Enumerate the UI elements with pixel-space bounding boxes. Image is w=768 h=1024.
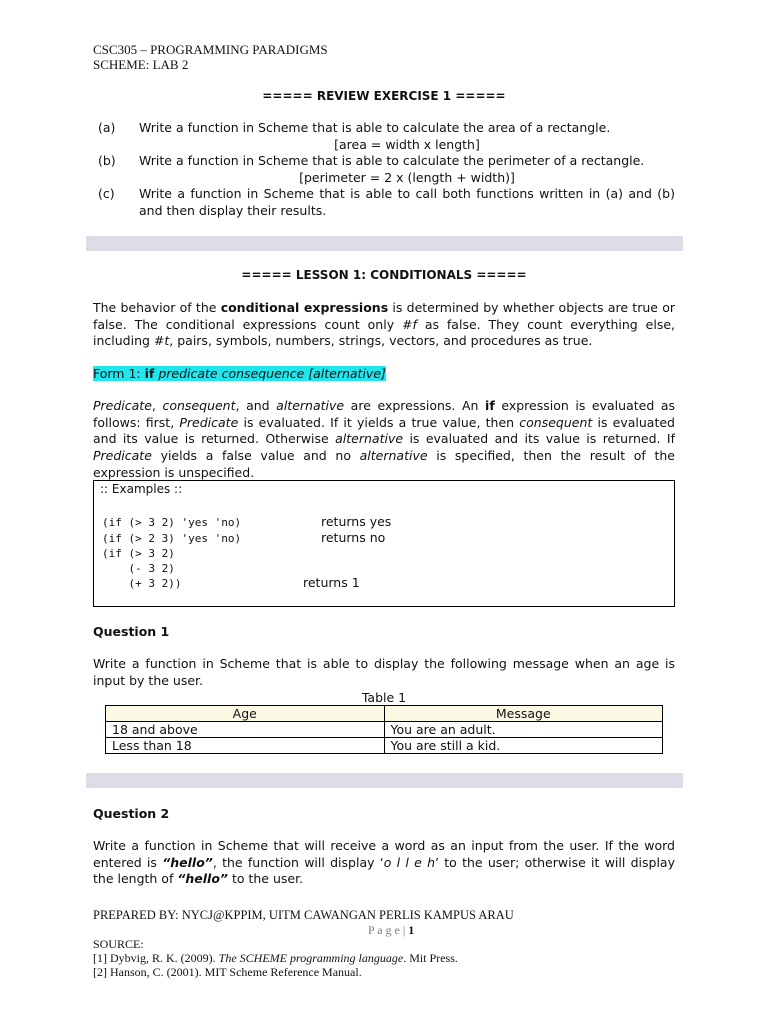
page-number: P a g e | 1	[368, 923, 415, 937]
examples-label: :: Examples ::	[100, 482, 183, 496]
item-b-label: (b)	[98, 153, 116, 168]
if-description: Predicate, consequent, and alternative are expressions. An if expression is evaluated as follows: first, Predicate is evaluated. If it yields a true value, then consequent is evaluated and its value is returned. Otherwise alternative is evaluated and its value is returned. If Predicate yields a false value and no alternative is specified, then the result of the expression is unspecified.	[93, 398, 676, 480]
item-c-label: (c)	[98, 186, 115, 201]
table-caption: Table 1	[361, 690, 407, 705]
prepared-by: PREPARED BY: NYCJ@KPPIM, UITM CAWANGAN PERLIS KAMPUS ARAU	[93, 908, 514, 922]
code-line-1: (if (> 3 2) 'yes 'no)	[102, 516, 242, 529]
reference-1: [1] Dybvig, R. K. (2009). The SCHEME programming language. Mit Press.	[93, 951, 458, 965]
item-b-text: Write a function in Scheme that is able to calculate the perimeter of a rectangle.	[139, 153, 645, 168]
section-divider	[86, 236, 683, 251]
table-row	[106, 738, 663, 754]
cell-message: You are an adult.	[384, 722, 663, 738]
item-c-text: Write a function in Scheme that is able to call both functions written in (a) and (b) and then display their results.	[139, 186, 675, 218]
lab-title: SCHEME: LAB 2	[93, 57, 189, 72]
item-b-formula: [perimeter = 2 x (length + width)]	[299, 170, 515, 185]
item-a-label: (a)	[98, 120, 116, 135]
return-1: returns yes	[321, 514, 392, 529]
table-row	[106, 722, 663, 738]
source-label: SOURCE:	[93, 937, 144, 951]
code-line-4: (- 3 2)	[102, 562, 175, 575]
header-message: Message	[384, 706, 663, 722]
course-title: CSC305 – PROGRAMMING PARADIGMS	[93, 42, 328, 57]
return-2: returns no	[321, 530, 386, 545]
lesson-title: ===== LESSON 1: CONDITIONALS =====	[241, 268, 527, 282]
question-1-text: Write a function in Scheme that is able to display the following message when an age is input by the user.	[93, 656, 675, 688]
reference-2: [2] Hanson, C. (2001). MIT Scheme Reference Manual.	[93, 965, 362, 979]
cell-age: Less than 18	[106, 738, 385, 754]
cell-message: You are still a kid.	[384, 738, 663, 754]
question-2-title: Question 2	[93, 806, 170, 821]
return-3: returns 1	[303, 575, 360, 590]
item-a-text: Write a function in Scheme that is able to calculate the area of a rectangle.	[139, 120, 611, 135]
code-line-5: (+ 3 2))	[102, 577, 182, 590]
section-divider	[86, 773, 683, 788]
code-line-2: (if (> 2 3) 'yes 'no)	[102, 532, 242, 545]
question-1-title: Question 1	[93, 624, 170, 639]
form-1-syntax: Form 1: if predicate consequence [alternative]	[93, 366, 386, 381]
question-2-text: Write a function in Scheme that will receive a word as an input from the user. If the word entered is “hello”, the function will display ‘o l l e h’ to the user; otherwise it will display the length of “hello” to the user.	[93, 838, 675, 887]
item-a-formula: [area = width x length]	[334, 137, 480, 152]
header-age: Age	[106, 706, 385, 722]
code-line-3: (if (> 3 2)	[102, 547, 175, 560]
lesson-intro: The behavior of the conditional expressions is determined by whether objects are true or false. The conditional expressions count only #f as false. They count everything else, including #t, pairs, symbols, numbers, strings, vectors, and procedures as true.	[93, 300, 675, 349]
cell-age: 18 and above	[106, 722, 385, 738]
age-message-table	[105, 705, 663, 754]
review-title: ===== REVIEW EXERCISE 1 =====	[262, 89, 506, 103]
